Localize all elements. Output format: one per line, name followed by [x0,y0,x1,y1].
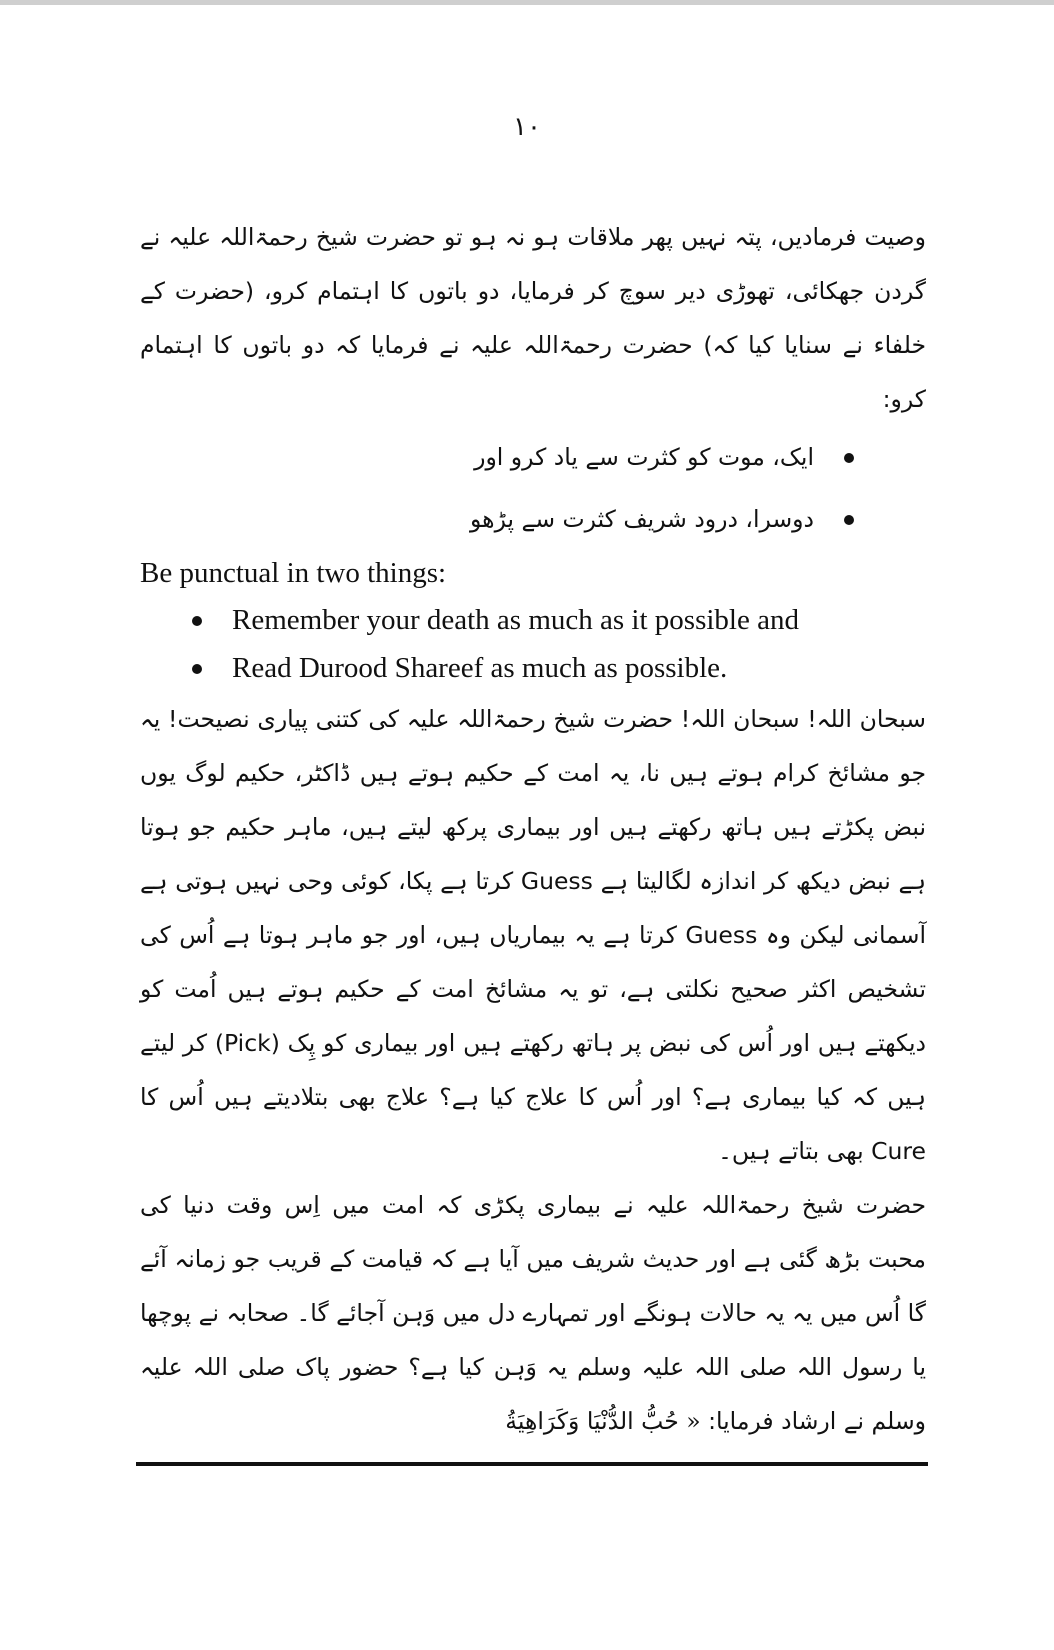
english-list-item: Remember your death as much as it possible and [192,596,926,644]
footer-rule [136,1462,928,1466]
urdu-paragraph-3-text: حضرت شیخ رحمۃاللہ علیہ نے بیماری پکڑی کہ امت میں اِس وقت دنیا کی محبت بڑھ گئی ہے اور حدیث شریف میں آیا ہے کہ قیامت کے قریب جو زمانہ آئے گا اُس میں یہ یہ حالات ہونگے اور تمہارے دل میں وَہن آجائے گا۔ صحابہ نے پوچھا یا رسول اللہ صلی اللہ علیہ وسلم یہ وَہن کیا ہے؟ حضور پاک صلی اللہ علیہ وسلم نے ارشاد فرمایا: [140,1191,926,1435]
top-border [0,0,1054,5]
arabic-hadith-quote: « حُبُّ الدُّنْيَا وَكَرَاهِيَةُ [505,1407,701,1435]
urdu-list-item: دوسرا، درود شریف کثرت سے پڑھو [140,488,854,550]
english-list-item: Read Durood Shareef as much as possible. [192,644,926,692]
urdu-list-item: ایک، موت کو کثرت سے یاد کرو اور [140,426,854,488]
urdu-paragraph-1: وصیت فرمادیں، پتہ نہیں پھر ملاقات ہو نہ ہو تو حضرت شیخ رحمۃاللہ علیہ نے گردن جھکائی، تھوڑی دیر سوچ کر فرمایا، دو باتوں کا اہتمام کرو، (حضرت کے خلفاء نے سنایا کیا کہ) حضرت رحمۃاللہ علیہ نے فرمایا کہ دو باتوں کا اہتمام کرو: [140,223,926,413]
urdu-paragraph-2: سبحان اللہ! سبحان اللہ! حضرت شیخ رحمۃاللہ علیہ کی کتنی پیاری نصیحت! یہ جو مشائخ کرام ہوتے ہیں نا، یہ امت کے حکیم ہوتے ہیں ڈاکٹر، حکیم لوگ یوں نبض پکڑتے ہیں ہاتھ رکھتے ہیں اور بیماری پرکھ لیتے ہیں، ماہر حکیم جو ہوتا ہے نبض دیکھ کر اندازہ لگالیتا ہے Guess کرتا ہے پکا، کوئی وحی نہیں ہوتی ہے آسمانی لیکن وہ Guess کرتا ہے یہ بیماریاں ہیں، اور جو ماہر ہوتا ہے اُس کی تشخیص اکثر صحیح نکلتی ہے، تو یہ مشائخ امت کے حکیم ہوتے ہیں اُمت کو دیکھتے ہیں اور اُس کی نبض پر ہاتھ رکھتے ہیں اور بیماری کو پِک (Pick) کر لیتے ہیں کہ کیا بیماری ہے؟ اور اُس کا علاج کیا ہے؟ علاج بھی بتلادیتے ہیں اُس کا Cure بھی بتاتے ہیں۔ [140,705,926,1165]
english-bullet-list [140,596,926,692]
english-lead-text: Be punctual in two things: [140,557,447,589]
page-body [140,210,926,1448]
page-number: ۱۰ [513,112,541,142]
urdu-paragraph-3 [140,1178,926,1448]
urdu-bullet-list [140,426,926,550]
